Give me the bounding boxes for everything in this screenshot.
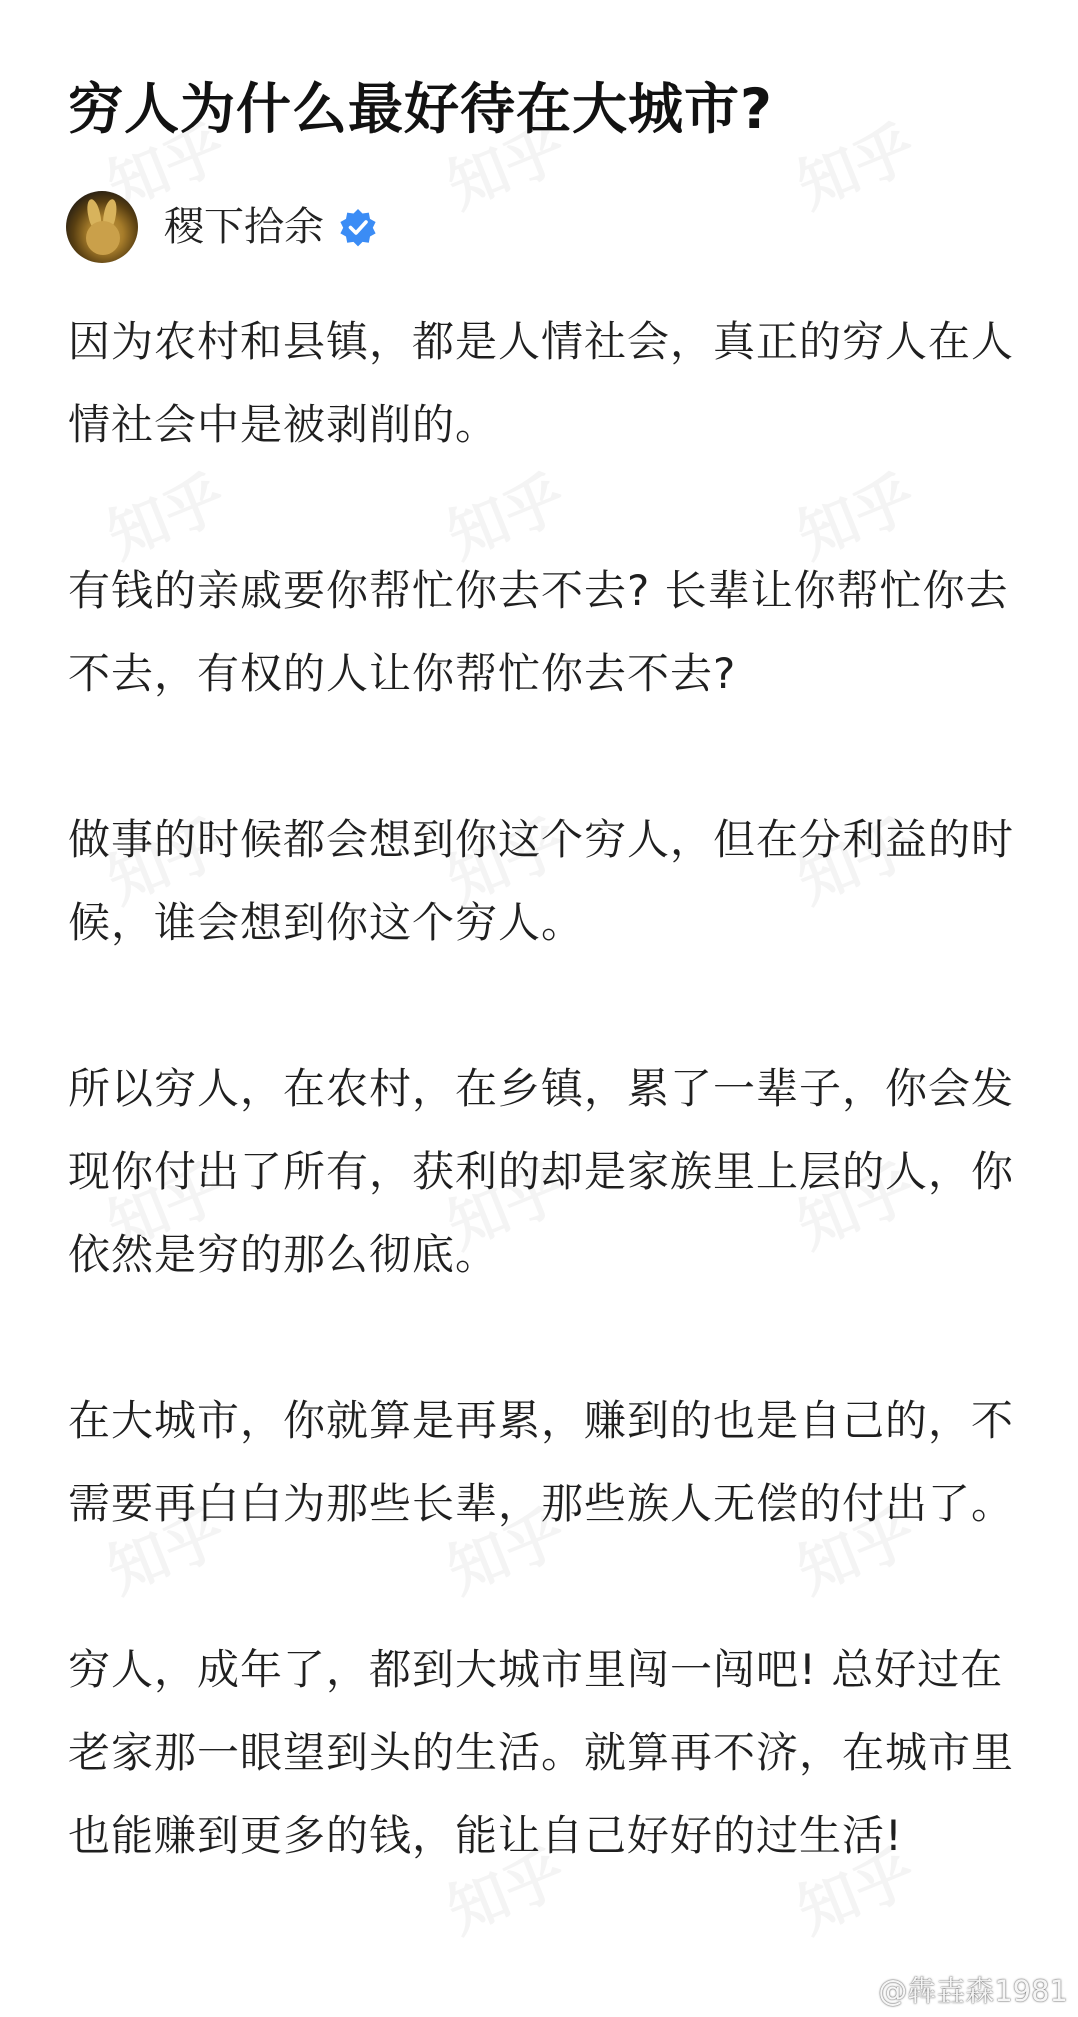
- question-title[interactable]: 穷人为什么最好待在大城市?: [68, 77, 773, 141]
- answer-paragraph: 所以穷人，在农村，在乡镇，累了一辈子，你会发现你付出了所有，获利的却是家族里上层的人，你依然是穷的那么彻底。: [68, 1064, 1015, 1279]
- answer-paragraph: 在大城市，你就算是再累，赚到的也是自己的，不需要再白白为那些长辈，那些族人无偿的付出了。: [68, 1396, 1015, 1528]
- answer-paragraph: 做事的时候都会想到你这个穷人，但在分利益的时候，谁会想到你这个穷人。: [68, 815, 1015, 947]
- weibo-watermark: [836, 1969, 1068, 2009]
- author-name[interactable]: 稷下拾余: [164, 204, 324, 250]
- weibo-icon: [836, 1974, 872, 2004]
- author-row[interactable]: [66, 190, 378, 264]
- answer-paragraph: 因为农村和县镇，都是人情社会，真正的穷人在人情社会中是被剥削的。: [68, 317, 1015, 449]
- rabbit-avatar-icon[interactable]: [66, 191, 138, 263]
- weibo-credit-text: @犇壵森1981: [878, 1973, 1068, 2008]
- answer-paragraph: 穷人，成年了，都到大城市里闯一闯吧! 总好过在老家那一眼望到头的生活。就算再不济，在城市里也能赚到更多的钱，能让自己好好的过生活!: [68, 1645, 1015, 1860]
- answer-body: [68, 300, 1028, 1877]
- answer-paragraph: 有钱的亲戚要你帮忙你去不去? 长辈让你帮忙你去不去，有权的人让你帮忙你去不去?: [68, 566, 1009, 698]
- verified-badge-icon: [338, 207, 378, 247]
